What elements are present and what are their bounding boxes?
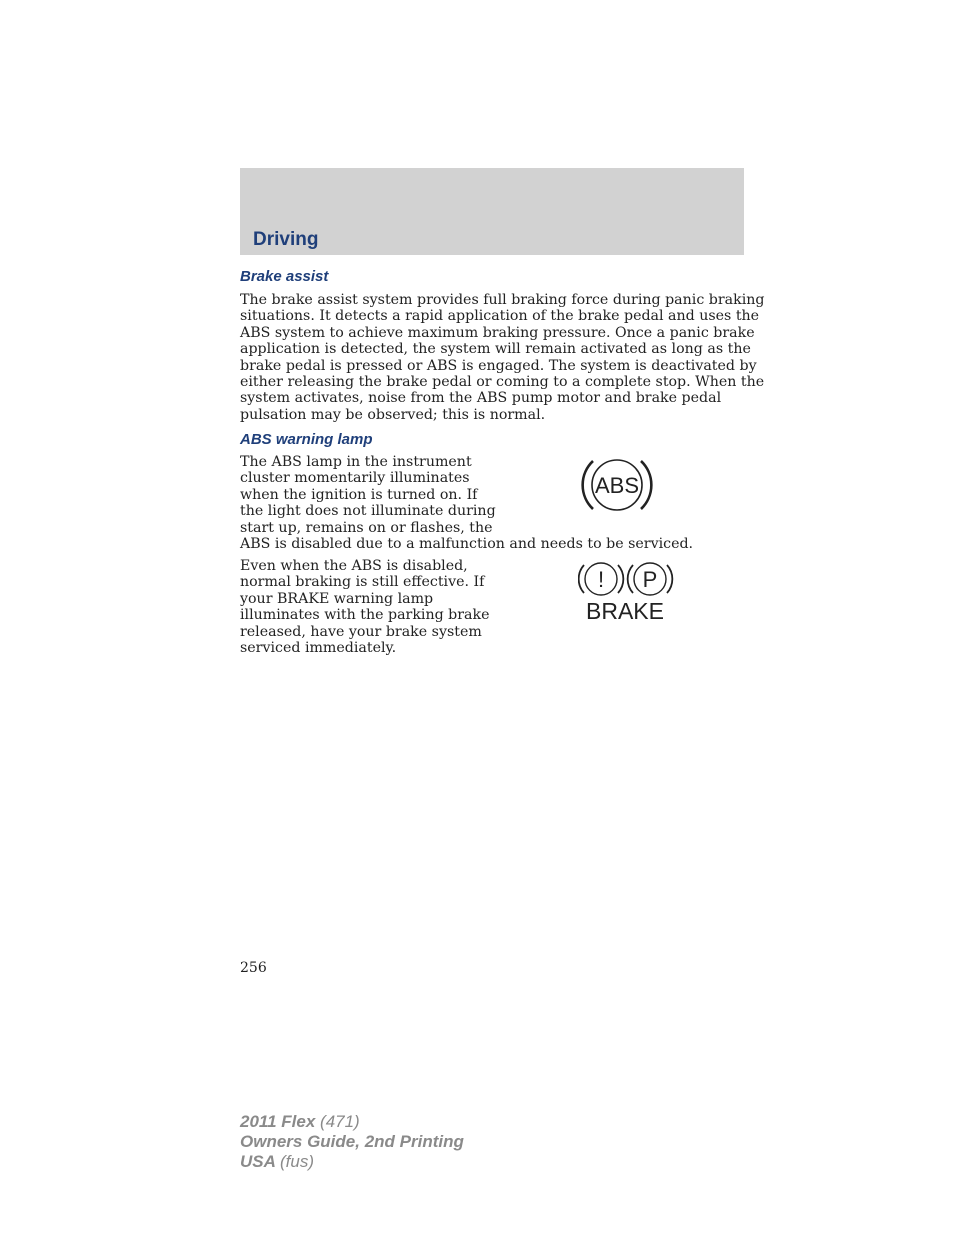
brake-lamp-line: released, have your brake system [240,623,482,640]
footer-model: 2011 Flex [240,1112,316,1131]
brake-assist-line: situations. It detects a rapid application of the brake pedal and uses the [240,308,760,325]
abs-lamp-line: start up, remains on or flashes, the [240,519,493,536]
footer-publication-info [240,1112,464,1172]
footer-market: USA [240,1152,276,1171]
abs-icon-label: ABS [594,473,640,498]
section-title: Driving [253,229,319,250]
footer-line-guide [240,1132,464,1152]
abs-lamp-line: the light does not illuminate during [240,503,496,520]
footer-line-market [240,1152,464,1172]
brake-lamp-line: serviced immediately. [240,640,397,657]
brake-icon-label: BRAKE [586,598,664,624]
brake-assist-line: ABS system to achieve maximum braking pressure. Once a panic brake [240,324,755,341]
abs-warning-icon [578,454,656,516]
brake-lamp-line: Even when the ABS is disabled, [240,558,468,574]
abs-lamp-line: ABS is disabled due to a malfunction and needs to be serviced. [240,536,694,553]
abs-lamp-line: The ABS lamp in the instrument [240,454,472,470]
brake-assist-line: brake pedal is pressed or ABS is engaged. The system is deactivated by [240,357,757,374]
abs-warning-lamp-heading: ABS warning lamp [240,431,373,448]
parking-p-icon: P [642,567,658,592]
footer-line-model [240,1112,464,1132]
exclamation-icon: ! [597,567,605,592]
brake-lamp-line: normal braking is still effective. If [240,574,485,591]
brake-lamp-line: illuminates with the parking brake [240,607,490,624]
brake-assist-paragraph [240,292,764,423]
brake-assist-line: system activates, noise from the ABS pump motor and brake pedal [240,390,722,407]
brake-assist-line: pulsation may be observed; this is normal. [240,406,546,423]
brake-assist-line: application is detected, the system will remain activated as long as the [240,341,751,358]
page-number: 256 [240,960,267,976]
brake-assist-line: The brake assist system provides full braking force during panic braking [240,292,765,308]
footer-guide-title: Owners Guide, 2nd Printing [240,1132,464,1151]
brake-assist-line: either releasing the brake pedal or coming to a complete stop. When the [240,374,765,391]
abs-lamp-line: when the ignition is turned on. If [240,486,478,503]
abs-lamp-line: cluster momentarily illuminates [240,470,470,487]
brake-assist-heading: Brake assist [240,268,329,285]
section-header-band [240,168,744,255]
brake-lamp-line: your BRAKE warning lamp [240,590,434,607]
brake-warning-paragraph [240,558,490,656]
brake-warning-icon [578,558,674,624]
footer-model-code: (471) [320,1112,360,1131]
footer-market-code: (fus) [280,1152,314,1171]
